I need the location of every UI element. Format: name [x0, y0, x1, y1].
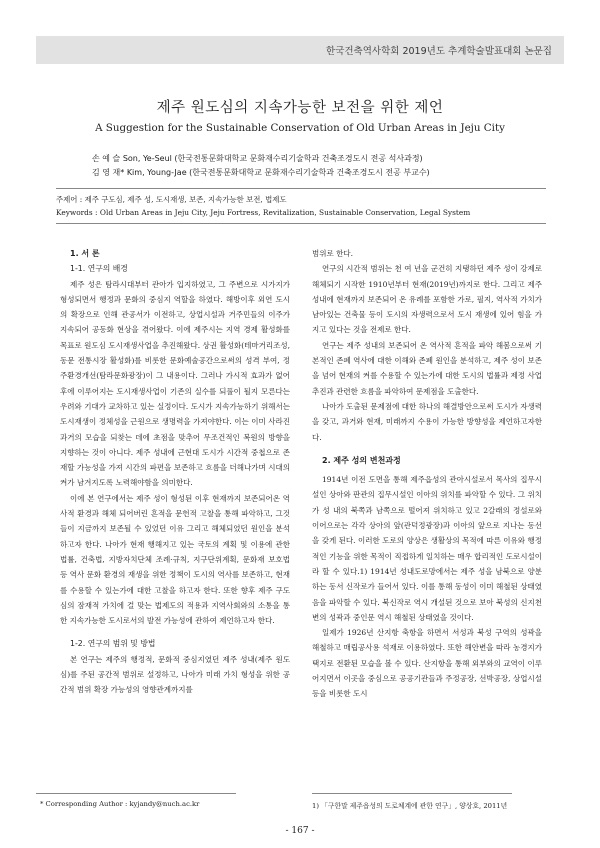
paragraph: 연구의 시간적 범위는 천 여 년을 군건히 지탱하던 제주 성이 강제로 해체되기 시작한 1910년부터 현재(2019년)까지로 한다. 그리고 제주 성내에 현재까지 보존되어 온 유례를 포함한 가로, 필지, 역사적 가치가 남아있는 건축물 등이 도시의 자생력으로서 도시 재생에 있어 힘을 가지고 있다는 것을 전제로 한다.: [312, 264, 542, 335]
paragraph: 범위로 한다.: [312, 249, 353, 258]
proceedings-header: [36, 36, 564, 64]
author-1: 손 예 슬 Son, Ye-Seul (한국전통문화대학교 문화재수리기술학과 건축조경도시 전공 석사과정): [92, 154, 423, 163]
left-column: [60, 246, 290, 698]
paper-title-english: A Suggestion for the Sustainable Conservation of Old Urban Areas in Jeju City: [95, 122, 505, 134]
keywords-korean: 주제어 : 제주 구도심, 제주 성, 도시재생, 보존, 지속가능한 보전, 법제도: [56, 195, 287, 204]
paragraph: 이에 본 연구에서는 제주 성이 형성된 이후 현재까지 보존되어온 역사적 환경과 해체 되어버린 흔적을 문헌적 고찰을 통해 파악하고, 그것들이 지금까지 보존될 수 있었던 이유 그리고 해체되었던 원인을 분석하고자 한다. 나아가 현재 행해지고 있는 국토의 계획 및 이용에 관한 법률, 건축법, 지방자치단체 조례·규칙, 지구단위계획, 문화재 보호법 등 역사 문화 환경의 재생을 위한 정책이 도시의 역사를 보존하고, 현재를 수용할 수 있는가에 대한 고찰을 하고자 한다. 또한 향후 제주 구도심의 잠재적 가치에 걸 맞는 법제도의 적용과 지역사회와의 소통을 통한 지속가능한 도시로서의 발전 가능성에 관하여 제언하고자 한다.: [60, 493, 290, 626]
subsection-heading-scope: 1-2. 연구의 범위 및 방법: [70, 639, 156, 649]
footnote-divider-left: [36, 793, 236, 794]
paragraph: 본 연구는 제주의 행정적, 문화적 중심지였던 제주 성내(제주 원도심)를 주된 공간적 범위로 설정하고, 나아가 미래 가치 형성을 위한 공간적 범위 확장 가능성의 영향관계까지를: [60, 654, 290, 695]
proceedings-title: 한국건축역사학회 2019년도 추계학술발표대회 논문집: [326, 46, 552, 57]
section-heading-intro: 1. 서 론: [70, 249, 100, 258]
author-2: 김 영 재* Kim, Young-Jae (한국전통문화대학교 문화재수리기술학과 건축조경도시 전공 부교수): [92, 168, 430, 177]
page-number: - 167 -: [285, 826, 315, 836]
footnote-divider-right: [312, 793, 512, 794]
paragraph: 나아가 도출된 문제점에 대한 하나의 해결방안으로써 도시가 자생력을 갖고, 과거와 현재, 미래까지 수용이 가능한 방향성을 제언하고자한다.: [312, 401, 542, 442]
paragraph: 연구는 제주 성내의 보존되어 온 역사적 흔적을 파악 해봄으로써 기본적인 존폐 역사에 대한 이해와 존폐 원인을 분석하고, 제주 성이 보존을 넘어 현재의 켜를 수용할 수 있는가에 대한 도시의 법률과 제정 사업 추진과 관련한 흐름을 파악하여 문제점을 도출한다.: [312, 340, 542, 396]
author-list: [92, 152, 532, 180]
paragraph: 일제가 1926년 산지항 축항을 하면서 서성과 북성 구역의 성곽을 해철하고 매립공사용 석재로 이용하였다. 또한 해안변을 따라 농경지가 택지로 전환된 모습을 볼 수 있다. 산지항을 통해 외부와의 교역이 이루어지면서 이곳을 중심으로 공공기관들과 주정공장, 선박공장, 상업시설 등을 비롯한 도시: [312, 628, 542, 699]
section-heading-history: 2. 제주 성의 변천과정: [322, 455, 401, 465]
paragraph: 1914년 이전 도면을 통해 제주읍성의 관아시설로서 목사의 집무시설인 상아와 판관의 집무시설인 이아의 위치를 파악할 수 있다. 그 위치가 성 내의 북쪽과 남쪽으로 떨어져 위치하고 있고 2갈래의 정설로와 이어으로는 각각 상아의 앞(관덕정광장)과 이아의 앞으로 지나는 동선을 갖게 된다. 이러한 도로의 양상은 생활상의 목적에 따른 이유와 행정적인 기능을 위한 목적이 직접하게 일치하는 매우 합리적인 도로시설이라 할 수 있다.1) 1914년 성내도로망에서는 제주 성을 남북으로 양분하는 동서 신작로가 들어서 있다. 이를 통해 동성이 이미 해철된 상태였음을 파악할 수 있다. 북신작로 역시 개설된 것으로 보아 북성의 신지천변의 성곽과 중인문 역시 해철된 상태였을 것이다.: [312, 475, 542, 622]
right-column: [312, 246, 542, 702]
keywords-english: Keywords : Old Urban Areas in Jeju City, Jeju Fortress, Revitalization, Sustainable Conservation, Legal System: [56, 208, 471, 217]
paper-title-korean: 제주 원도심의 지속가능한 보전을 위한 제언: [156, 100, 444, 116]
paragraph: 제주 성은 탐라시대부터 관아가 입지하였고, 그 주변으로 시가지가 형성되면서 행정과 문화의 중심지 역할을 하였다. 해방이후 외연 도시의 확장으로 인해 관공서가 이전하고, 상업시설과 거주민들의 이주가 지속되어 공동화 현상을 겪어왔다. 이에 제주시는 지역 경제 활성화를 목표로 원도심 도시재생사업을 추진해왔다. 상권 활성화(테마거리조성, 동문 전통시장 활성화)를 비롯한 문화예술공간으로써의 성격 부여, 정주환경개선(탐라문화광장)이 그 내용이다. 그러나 가시적 효과가 없어 후에 이루어지는 도시재생사업이 기존의 실수를 되풀이 될지 모른다는 우려와 기대가 교차하고 있는 실정이다. 도시가 지속가능하기 위해서는 도시재생이 정체성을 근원으로 생명력을 가져야한다. 이는 이미 사라진 과거의 모습을 되찾는 데에 초점을 맞추어 무조건적인 복원의 방향을 지향하는 것이 아니다. 제주 성내에 근현대 도시가 시간적 중첩으로 존재할 가능성을 가져 시간의 파편을 보존하고 흐름을 더해나가며 시대의 켜가 남겨지도록 노력해야함을 의미한다.: [60, 279, 290, 488]
corresponding-author-note: * Corresponding Author : kyjandy@nuch.ac.kr: [40, 800, 200, 808]
keywords-box: [56, 188, 546, 224]
subsection-heading-background: 1-1. 연구의 배경: [70, 264, 128, 274]
footnote-1: 1) 「구한말 제주읍성의 도로체계에 관한 연구」, 양상호, 2011년: [312, 802, 508, 810]
